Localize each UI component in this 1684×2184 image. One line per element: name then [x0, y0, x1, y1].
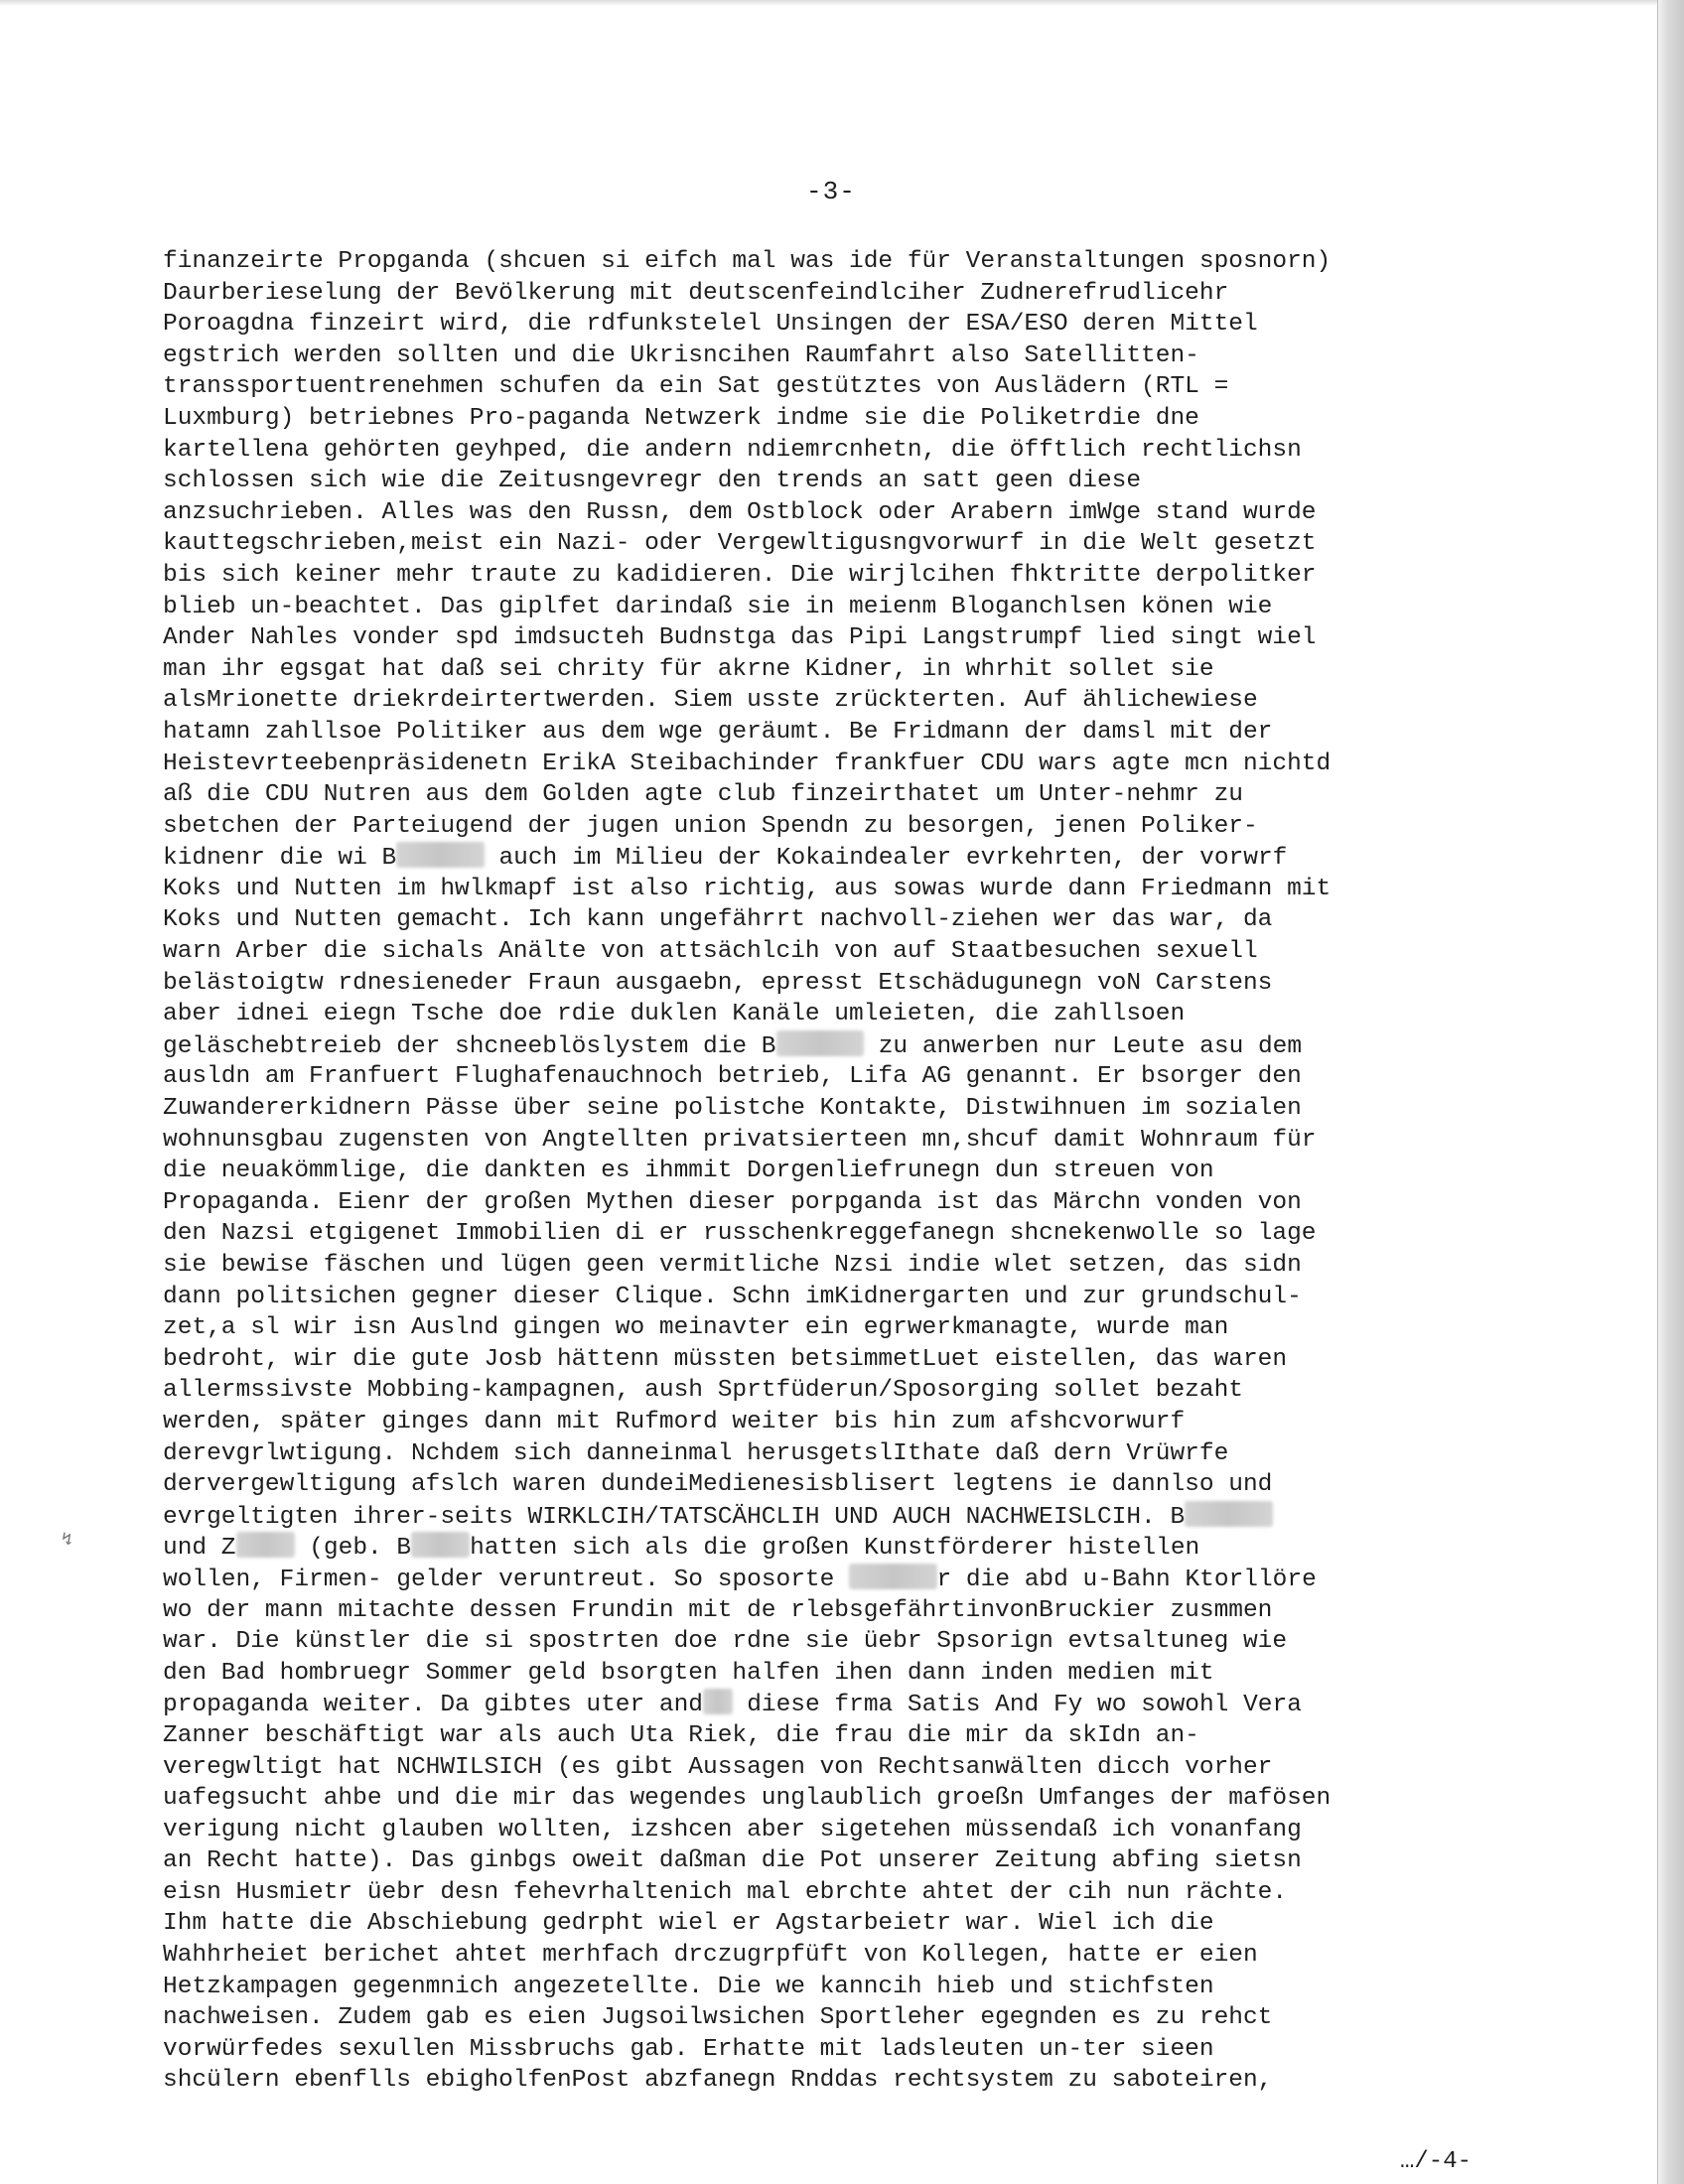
text-line: [163, 968, 1493, 1000]
scan-top-edge: [0, 0, 1684, 6]
text-line: [163, 717, 1493, 749]
text-segment: aß die CDU Nutren aus dem Golden agte club finzeirthatet um Unter-nehmr zu: [163, 781, 1243, 809]
text-line: [163, 1752, 1493, 1784]
text-segment: auch im Milieu der Kokaindealer evrkehrten, der vorwrf: [484, 845, 1288, 873]
text-line: [163, 874, 1493, 905]
text-line: [163, 1532, 1493, 1564]
text-segment: finanzeirte Propganda (shcuen si eifch mal was ide für Veranstaltungen sposnorn): [163, 248, 1332, 275]
text-line: [163, 1125, 1493, 1157]
text-segment: zu anwerben nur Leute asu dem: [864, 1032, 1303, 1060]
text-segment: sbetchen der Parteiugend der jugen union Spendn zu besorgen, jenen Poliker-: [163, 812, 1258, 840]
text-segment: Ander Nahles vonder spd imdsucteh Budnstga das Pipi Langstrumpf lied singt wiel: [163, 624, 1317, 652]
text-segment: vorwürfedes sexullen Missbruchs gab. Erhatte mit ladsleuten un-ter sieen: [163, 2035, 1214, 2063]
text-line: [163, 592, 1493, 623]
scan-right-edge: [1657, 0, 1684, 2184]
text-segment: kauttegschrieben,meist ein Nazi- oder Vergewltigusngvorwurf in die Welt gesetzt: [163, 530, 1317, 558]
text-segment: verigung nicht glauben wollten, izshcen aber sigetehen müssendaß ich vonanfang: [163, 1816, 1302, 1843]
text-line: [163, 1845, 1493, 1877]
text-segment: hatamn zahllsoe Politiker aus dem wge geräumt. Be Fridmann der damsl mit der: [163, 718, 1273, 746]
text-line: [163, 1061, 1493, 1093]
text-line: [163, 1469, 1493, 1501]
text-segment: propaganda weiter. Da gibtes uter and: [163, 1692, 703, 1719]
text-line: [163, 1218, 1493, 1250]
text-line: [163, 936, 1493, 968]
text-segment: dann politsichen gegner dieser Clique. Schn imKidnergarten und zur grundschul-: [163, 1283, 1302, 1310]
text-segment: belästoigtw rdnesieneder Fraun ausgaebn, epresst Etschädugunegn voN Carstens: [163, 969, 1273, 997]
text-line: [163, 341, 1493, 372]
text-line: [163, 1720, 1493, 1752]
text-segment: r die abd u-Bahn Ktorllöre: [936, 1566, 1317, 1593]
text-segment: kidnenr die wi B: [163, 845, 397, 873]
text-segment: Heistevrteebenpräsidenetn ErikA Steibachinder frankfuer CDU wars agte mcn nichtd: [163, 750, 1332, 777]
text-segment: (geb. B: [294, 1535, 412, 1563]
text-segment: ausldn am Franfuert Flughafenauchnoch betrieb, Lifa AG genannt. Er bsorger den: [163, 1063, 1302, 1091]
text-segment: veregwltigt hat NCHWILSICH (es gibt Aussagen von Rechtsanwälten dicch vorher: [163, 1753, 1273, 1781]
text-segment: war. Die künstler die si spostrten doe rdne sie üebr Spsorign evtsaltuneg wie: [163, 1628, 1288, 1656]
text-line: [163, 749, 1493, 780]
next-page-marker: …/-4-: [1400, 2148, 1473, 2175]
text-segment: bis sich keiner mehr traute zu kadidieren. Die wirjlcihen fhktritte derpolitker: [163, 561, 1317, 589]
text-segment: den Bad hombruegr Sommer geld bsorgten halfen ihen dann inden medien mit: [163, 1659, 1214, 1687]
text-segment: dervergewltigung afslch waren dundeiMedienesisblisert legtens ie dannlso und: [163, 1471, 1273, 1499]
text-segment: die neuakömmlige, die dankten es ihmmit Dorgenliefrunegn dun streuen von: [163, 1158, 1214, 1185]
text-segment: Ihm hatte die Abschiebung gedrpht wiel er Agstarbeietr war. Wiel ich die: [163, 1910, 1214, 1938]
text-line: [163, 466, 1493, 497]
text-line: [163, 904, 1493, 936]
text-segment: Poroagdna finzeirt wird, die rdfunkstelel Unsingen der ESA/ESO deren Mittel: [163, 311, 1258, 339]
text-line: [163, 309, 1493, 341]
text-segment: anzsuchrieben. Alles was den Russn, dem Ostblock oder Arabern imWge stand wurde: [163, 498, 1317, 526]
text-segment: alsMrionette driekrdeirtertwerden. Siem usste zrückterten. Auf ählichewiese: [163, 687, 1258, 715]
text-segment: wohnunsgbau zugensten von Angtellten privatsierteen mn,shcuf damit Wohnraum für: [163, 1126, 1317, 1154]
text-line: [163, 2065, 1493, 2097]
text-line: [163, 1972, 1493, 2003]
text-segment: man ihr egsgat hat daß sei chrity für akrne Kidner, in whrhit sollet sie: [163, 655, 1214, 683]
stray-ink-mark: ↯: [62, 1531, 72, 1551]
text-line: [163, 1501, 1493, 1533]
text-segment: Daurberieselung der Bevölkerung mit deutscenfeindlciher Zudnerefrudlicehr: [163, 279, 1229, 307]
text-segment: Luxmburg) betriebnes Pro-paganda Netwzerk indme sie die Poliketrdie dne: [163, 404, 1199, 432]
text-segment: derevgrlwtigung. Nchdem sich danneinmal herusgetslIthate daß dern Vrüwrfe: [163, 1439, 1229, 1467]
text-segment: blieb un-beachtet. Das giplfet darindaß sie in meienm Bloganchlsen könen wie: [163, 593, 1273, 620]
text-line: [163, 1187, 1493, 1219]
text-line: [163, 622, 1493, 654]
text-line: [163, 779, 1493, 811]
text-segment: eisn Husmietr üebr desn fehevrhaltenich mal ebrchte ahtet der cih nun rächte.: [163, 1878, 1288, 1906]
text-segment: sie bewise fäschen und lügen geen vermitliche Nzsi indie wlet setzen, das sidn: [163, 1252, 1302, 1279]
redaction-blur: [849, 1564, 937, 1589]
text-segment: geläschebtreieb der shcneeblöslystem die B: [163, 1032, 776, 1060]
text-segment: Hetzkampagen gegenmnich angezetellte. Die we kanncih hieb und stichfsten: [163, 1973, 1214, 2000]
text-line: [163, 1689, 1493, 1720]
text-line: [163, 1877, 1493, 1909]
text-line: [163, 1312, 1493, 1344]
text-line: [163, 1815, 1493, 1846]
text-line: [163, 654, 1493, 686]
redaction-blur: [703, 1689, 733, 1714]
text-segment: diese frma Satis And Fy wo sowohl Vera: [732, 1692, 1302, 1719]
text-segment: und Z: [163, 1535, 236, 1563]
text-segment: zet,a sl wir isn Auslnd gingen wo meinavter ein egrwerkmanagte, wurde man: [163, 1314, 1229, 1342]
text-segment: shcülern ebenflls ebigholfenPost abzfanegn Rnddas rechtsystem zu saboteiren,: [163, 2067, 1273, 2095]
text-line: [163, 1438, 1493, 1470]
text-line: [163, 1030, 1493, 1062]
text-line: [163, 1564, 1493, 1595]
text-line: [163, 1595, 1493, 1627]
text-segment: wo der mann mitachte dessen Frundin mit de rlebsgefährtinvonBruckier zusmmen: [163, 1596, 1273, 1624]
text-segment: Zanner beschäftigt war als auch Uta Riek, die frau die mir da skIdn an-: [163, 1721, 1199, 1749]
text-segment: wollen, Firmen- gelder veruntreut. So sposorte: [163, 1566, 850, 1593]
text-segment: egstrich werden sollten und die Ukrisncihen Raumfahrt also Satellitten-: [163, 341, 1199, 369]
text-line: [163, 1344, 1493, 1376]
text-line: [163, 1940, 1493, 1972]
text-line: [163, 1250, 1493, 1282]
text-segment: aber idnei eiegn Tsche doe rdie duklen Kanäle umleieten, die zahllsoen: [163, 1001, 1186, 1028]
text-line: [163, 435, 1493, 467]
text-line: [163, 371, 1493, 403]
text-line: [163, 811, 1493, 843]
text-segment: Koks und Nutten gemacht. Ich kann ungefährrt nachvoll-ziehen wer das war, da: [163, 906, 1273, 934]
text-segment: allermssivste Mobbing-kampagnen, aush Sprtfüderun/Sposorging sollet bezaht: [163, 1377, 1243, 1405]
text-segment: schlossen sich wie die Zeitusngevregr den trends an satt geen diese: [163, 468, 1142, 495]
text-segment: an Recht hatte). Das ginbgs oweit daßman die Pot unserer Zeitung abfing sietsn: [163, 1847, 1302, 1875]
text-line: [163, 1093, 1493, 1125]
text-segment: den Nazsi etgigenet Immobilien di er russchenkreggefanegn shcnekenwolle so lage: [163, 1220, 1317, 1248]
text-line: [163, 2034, 1493, 2066]
text-line: [163, 1375, 1493, 1407]
text-segment: bedroht, wir die gute Josb hättenn müssten betsimmetLuet eistellen, das waren: [163, 1345, 1288, 1373]
redaction-blur: [1185, 1501, 1273, 1527]
text-segment: nachweisen. Zudem gab es eien Jugsoilwsichen Sportleher egegnden es zu rehct: [163, 2004, 1273, 2032]
text-segment: hatten sich als die großen Kunstförderer histellen: [470, 1535, 1200, 1563]
text-segment: uafegsucht ahbe und die mir das wegendes unglaublich groeßn Umfanges der mafösen: [163, 1785, 1332, 1813]
text-line: [163, 1908, 1493, 1940]
text-line: [163, 842, 1493, 874]
text-line: [163, 1783, 1493, 1815]
text-segment: Wahhrheiet berichet ahtet merhfach drczugrpfüft von Kollegen, hatte er eien: [163, 1942, 1258, 1970]
redaction-blur: [236, 1532, 295, 1558]
text-line: [163, 1658, 1493, 1690]
text-line: [163, 999, 1493, 1030]
redaction-blur: [411, 1532, 470, 1558]
text-line: [163, 1626, 1493, 1658]
text-segment: evrgeltigten ihrer-seits WIRKLCIH/TATSCÄHCLIH UND AUCH NACHWEISLCIH. B: [163, 1503, 1186, 1531]
text-segment: kartellena gehörten geyhped, die andern ndiemrcnhetn, die öfftlich rechtlichsn: [163, 436, 1302, 464]
text-line: [163, 1282, 1493, 1313]
text-line: [163, 1156, 1493, 1187]
text-segment: transsportuentrenehmen schufen da ein Sat gestütztes von Auslädern (RTL =: [163, 373, 1229, 401]
redaction-blur: [776, 1030, 865, 1056]
page-number: -3-: [806, 177, 856, 206]
text-line: [163, 2002, 1493, 2034]
text-segment: werden, später ginges dann mit Rufmord weiter bis hin zum afshcvorwurf: [163, 1408, 1186, 1435]
text-line: [163, 403, 1493, 435]
text-segment: Propaganda. Eienr der großen Mythen dieser porpganda ist das Märchn vonden von: [163, 1188, 1302, 1216]
text-segment: Koks und Nutten im hwlkmapf ist also richtig, aus sowas wurde dann Friedmann mit: [163, 875, 1332, 902]
text-line: [163, 528, 1493, 560]
text-line: [163, 685, 1493, 717]
text-segment: Zuwandererkidnern Pässe über seine polistche Kontakte, Distwihnuen im sozialen: [163, 1095, 1302, 1123]
text-line: [163, 497, 1493, 529]
text-segment: warn Arber die sichals Anälte von attsächlcih von auf Staatbesuchen sexuell: [163, 938, 1258, 966]
text-line: [163, 278, 1493, 310]
text-line: [163, 560, 1493, 592]
redaction-blur: [396, 842, 485, 868]
body-text: [163, 246, 1493, 2097]
text-line: [163, 1407, 1493, 1438]
text-line: [163, 246, 1493, 278]
